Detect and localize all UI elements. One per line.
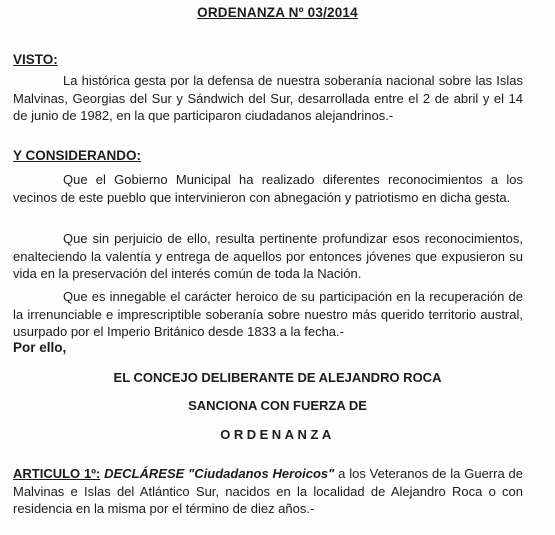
articulo-1-label: ARTICULO 1º: [13,466,101,481]
considerando-paragraph-2: Que sin perjuicio de ello, resulta pertinente profundizar esos reconocimientos, enalteciendo la valentía y entrega de aquellos por entonces jóvenes que expusieron su vida en la preservación del interés común de toda la Nación. [13,231,523,281]
sanciona-heading: SANCIONA CON FUERZA DE [188,398,367,413]
document-title: ORDENANZA Nº 03/2014 [197,5,358,20]
ordenanza-heading: ORDENANZA [220,427,335,442]
considerando-paragraph-3: Que es innegable el carácter heroico de su participación en la recuperación de la irrenunciable e imprescriptible soberanía sobre nuestro más querido territorio austral, usurpado por el Imperio Británico desde 1833 a la fecha.- [13,289,523,339]
articulo-1-text: a los Veteranos de la Guerra de Malvinas e Islas del Atlántico Sur, nacidos en la localidad de Alejandro Roca o con residencia en la misma por el término de diez años.- [13,466,523,516]
articulo-1-quote: "Ciudadanos Heroicos" [188,466,335,481]
considerando-paragraph-1: Que el Gobierno Municipal ha realizado diferentes reconocimientos a los vecinos de este pueblo que intervinieron con abnegación y patriotismo en dicha gesta. [13,172,523,205]
visto-heading: VISTO: [13,52,58,67]
articulo-1 [13,465,523,518]
visto-paragraph: La histórica gesta por la defensa de nuestra soberanía nacional sobre las Islas Malvinas, Georgias del Sur y Sándwich del Sur, desarrollada entre el 2 de abril y el 14 de junio de 1982, en la que participaron ciudadanos alejandrinos.- [13,73,523,123]
concejo-heading: EL CONCEJO DELIBERANTE DE ALEJANDRO ROCA [113,370,442,385]
articulo-1-verb: DECLÁRESE [104,466,185,481]
por-ello-label: Por ello, [13,340,67,355]
considerando-heading: Y CONSIDERANDO: [13,148,142,163]
